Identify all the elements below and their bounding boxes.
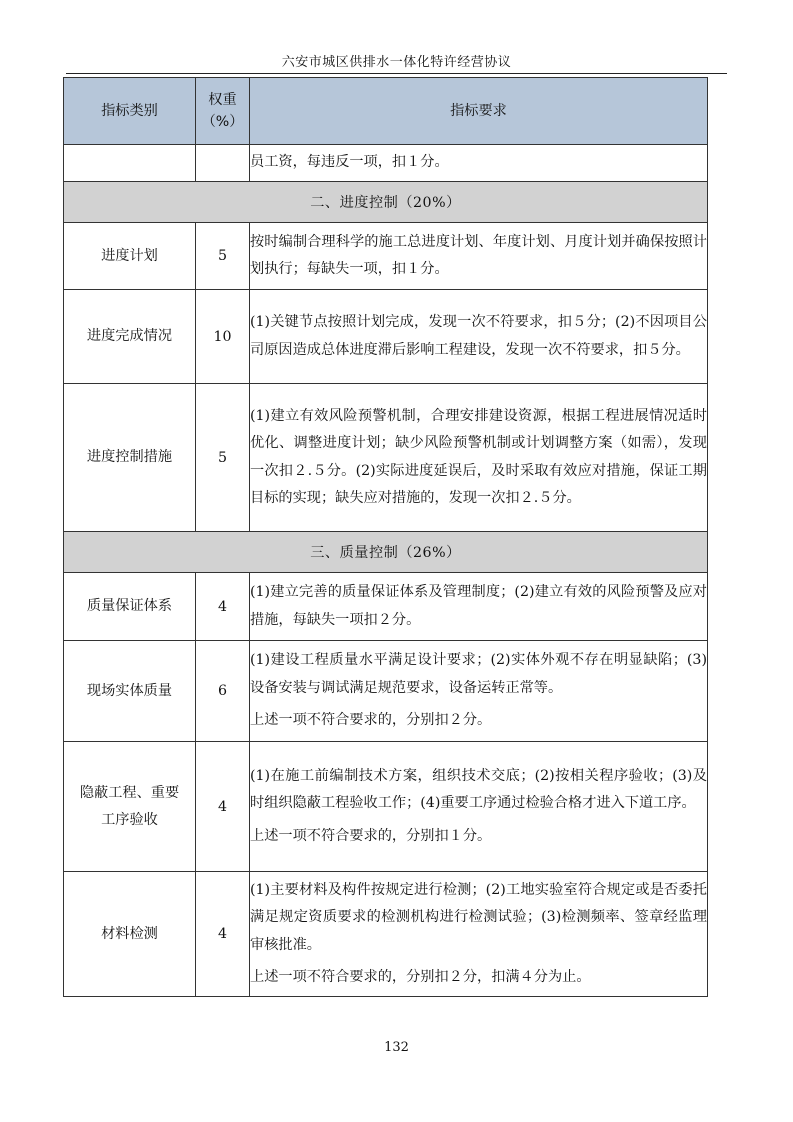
- category-cell: 现场实体质量: [64, 641, 196, 742]
- continuation-weight-cell: [196, 145, 250, 182]
- header-category: 指标类别: [64, 78, 196, 145]
- header-weight-line2: （%）: [201, 114, 244, 130]
- continuation-row: [64, 145, 708, 182]
- requirement-cell: [250, 223, 708, 290]
- table-row: [64, 872, 708, 997]
- requirement-cell: [250, 641, 708, 742]
- continuation-text: 员工资，每违反一项，扣１分。: [250, 145, 708, 182]
- table-row: [64, 290, 708, 384]
- section-row-schedule: [64, 182, 708, 223]
- requirement-text: (1)关键节点按照计划完成，发现一次不符要求，扣５分；(2)不因项目公司原因造成总体进度滞后影响工程建设，发现一次不符要求，扣５分。: [250, 314, 707, 358]
- weight-cell: 6: [196, 641, 250, 742]
- table-row: [64, 641, 708, 742]
- header-requirement: 指标要求: [250, 78, 708, 145]
- requirement-text: (1)建立完善的质量保证体系及管理制度；(2)建立有效的风险预警及应对措施，每缺失一项扣２分。: [250, 584, 707, 628]
- section-row-quality: [64, 532, 708, 573]
- table-row: [64, 573, 708, 641]
- continuation-category-cell: [64, 145, 196, 182]
- indicator-table: [63, 77, 708, 997]
- section-title: 三、质量控制（26%）: [64, 532, 708, 573]
- header-rule: [66, 73, 727, 74]
- weight-cell: 10: [196, 290, 250, 384]
- requirement-cell: [250, 573, 708, 641]
- requirement-summary: 上述一项不符合要求的，分别扣２分，扣满４分为止。: [250, 969, 591, 985]
- requirement-cell: [250, 742, 708, 872]
- requirement-cell: [250, 872, 708, 997]
- requirement-cell: [250, 290, 708, 384]
- table-row: [64, 742, 708, 872]
- requirement-summary: 上述一项不符合要求的，分别扣２分。: [250, 712, 492, 729]
- header-weight-line1: 权重: [208, 92, 237, 108]
- category-cell: 进度控制措施: [64, 384, 196, 532]
- weight-cell: 4: [196, 742, 250, 872]
- category-line2: 工序验收: [101, 811, 158, 828]
- weight-cell: 5: [196, 223, 250, 290]
- weight-cell: 4: [196, 573, 250, 641]
- category-cell: 进度完成情况: [64, 290, 196, 384]
- requirement-text: (1)建设工程质量水平满足设计要求；(2)实体外观不存在明显缺陷；(3)设备安装与调试满足规范要求，设备运转正常等。: [250, 652, 707, 696]
- table-header-row: [64, 78, 708, 145]
- category-cell: 材料检测: [64, 872, 196, 997]
- requirement-text: (1)在施工前编制技术方案，组织技术交底；(2)按相关程序验收；(3)及时组织隐蔽工程验收工作；(4)重要工序通过检验合格才进入下道工序。: [250, 767, 707, 812]
- category-cell: 质量保证体系: [64, 573, 196, 641]
- running-header: 六安市城区供排水一体化特许经营协议: [281, 55, 512, 70]
- table-row: [64, 223, 708, 290]
- requirement-text: (1)建立有效风险预警机制，合理安排建设资源，根据工程进展情况适时优化、调整进度计划；缺少风险预警机制或计划调整方案（如需），发现一次扣２.５分。(2)实际进度延误后，及时采取有效应对措施，保证工期目标的实现；缺失应对措施的，发现一次扣２.５分。: [250, 407, 707, 506]
- page-number: 132: [384, 1040, 409, 1055]
- requirement-cell: [250, 384, 708, 532]
- requirement-text: (1)主要材料及构件按规定进行检测；(2)工地实验室符合规定或是否委托满足规定资质要求的检测机构进行检测试验；(3)检测频率、签章经监理审核批准。: [250, 881, 707, 953]
- category-line1: 隐蔽工程、重要: [79, 784, 180, 801]
- requirement-text: 按时编制合理科学的施工总进度计划、年度计划、月度计划并确保按照计划执行；每缺失一项，扣１分。: [250, 233, 707, 277]
- header-weight: [196, 78, 250, 145]
- category-cell: 进度计划: [64, 223, 196, 290]
- requirement-summary: 上述一项不符合要求的，分别扣１分。: [250, 827, 492, 844]
- weight-cell: 5: [196, 384, 250, 532]
- category-cell: [64, 742, 196, 872]
- weight-cell: 4: [196, 872, 250, 997]
- table-row: [64, 384, 708, 532]
- section-title: 二、进度控制（20%）: [64, 182, 708, 223]
